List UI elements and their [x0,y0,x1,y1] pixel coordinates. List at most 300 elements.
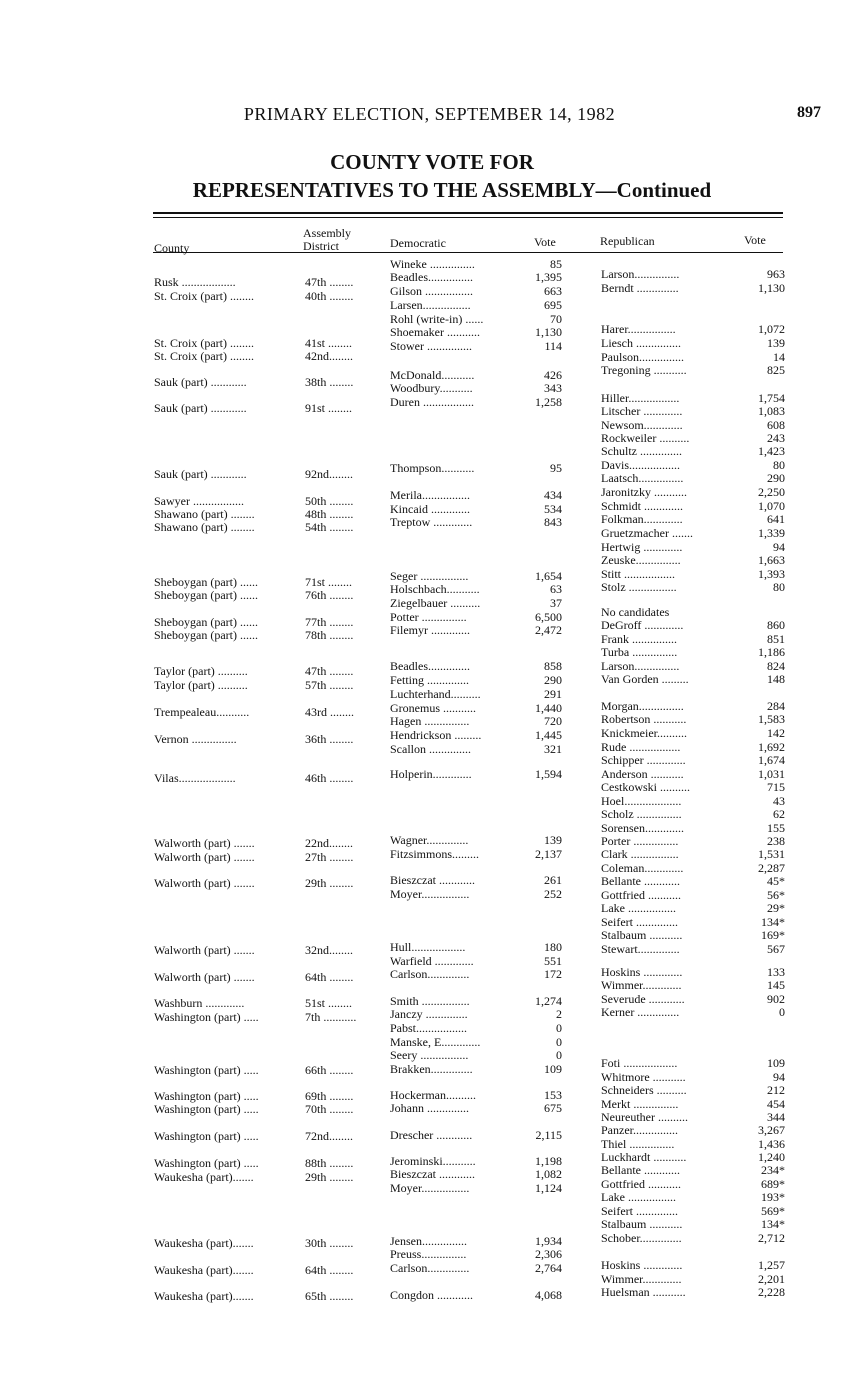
democratic-candidate: Merila................ [390,489,470,502]
column-header-district: Assembly District [303,226,351,253]
column-header-dem-vote: Vote [534,235,556,249]
republican-vote: 1,674 [758,754,785,767]
democratic-vote: 0 [556,1049,562,1062]
assembly-district: 22nd........ [305,837,353,850]
democratic-vote: 85 [550,258,562,271]
county-name: Washburn ............. [154,997,245,1010]
assembly-district: 72nd........ [305,1130,353,1143]
county-name: Sauk (part) ............ [154,376,247,389]
republican-vote: 454 [767,1098,785,1111]
republican-vote: 3,267 [758,1124,785,1137]
republican-candidate: Bellante ............ [601,1164,680,1177]
county-name: Waukesha (part)....... [154,1171,254,1184]
republican-vote: 689* [761,1178,785,1191]
republican-candidate: Davis................. [601,459,680,472]
republican-candidate: Litscher ............. [601,405,683,418]
republican-vote: 145 [767,979,785,992]
democratic-vote: 1,934 [535,1235,562,1248]
republican-vote: 1,531 [758,848,785,861]
assembly-district: 29th ........ [305,877,354,890]
table-title-line1: COUNTY VOTE FOR [330,150,534,174]
republican-candidate: Knickmeier.......... [601,727,687,740]
democratic-candidate: Warfield ............. [390,955,474,968]
republican-vote: 29* [767,902,785,915]
assembly-district: 43rd ........ [305,706,354,719]
democratic-candidate: Bieszczat ............ [390,874,475,887]
republican-candidate: Harer................ [601,323,676,336]
assembly-district: 29th ........ [305,1171,354,1184]
democratic-vote: 534 [544,503,562,516]
democratic-vote: 63 [550,583,562,596]
democratic-vote: 1,395 [535,271,562,284]
democratic-vote: 0 [556,1022,562,1035]
page-number: 897 [797,104,821,121]
republican-vote: 902 [767,993,785,1006]
democratic-candidate: Carlson.............. [390,1262,470,1275]
republican-candidate: Stalbaum ........... [601,929,683,942]
republican-candidate: Bellante ............ [601,875,680,888]
republican-vote: 169* [761,929,785,942]
democratic-candidate: Brakken.............. [390,1063,473,1076]
county-name: Washington (part) ..... [154,1103,259,1116]
republican-vote: 2,287 [758,862,785,875]
top-rule [153,212,783,214]
county-name: Washington (part) ..... [154,1064,259,1077]
democratic-candidate: Pabst................. [390,1022,468,1035]
republican-vote: 1,692 [758,741,785,754]
democratic-candidate: Jensen............... [390,1235,467,1248]
democratic-vote: 1,274 [535,995,562,1008]
header-rule [153,252,783,253]
republican-vote: 0 [779,1006,785,1019]
republican-vote: 569* [761,1205,785,1218]
county-name: Rusk .................. [154,276,236,289]
county-name: Shawano (part) ........ [154,521,255,534]
republican-vote: 134* [761,916,785,929]
democratic-vote: 114 [544,340,562,353]
republican-candidate: Severude ............ [601,993,685,1006]
republican-candidate: Hiller................. [601,392,680,405]
republican-candidate: Luckhardt ........... [601,1151,687,1164]
assembly-district: 47th ........ [305,276,354,289]
county-name: Waukesha (part)....... [154,1290,254,1303]
democratic-vote: 434 [544,489,562,502]
assembly-district: 38th ........ [305,376,354,389]
republican-vote: 2,201 [758,1273,785,1286]
republican-vote: 193* [761,1191,785,1204]
republican-candidate: Gottfried ........... [601,889,681,902]
republican-candidate: Neureuther .......... [601,1111,688,1124]
assembly-district: 48th ........ [305,508,354,521]
democratic-vote: 139 [544,834,562,847]
assembly-district: 47th ........ [305,665,354,678]
assembly-district: 32nd........ [305,944,353,957]
republican-candidate: Liesch ............... [601,337,681,350]
democratic-candidate: McDonald........... [390,369,475,382]
democratic-vote: 1,594 [535,768,562,781]
democratic-candidate: Seger ................ [390,570,469,583]
republican-candidate: Schultz .............. [601,445,682,458]
republican-vote: 94 [773,1071,785,1084]
democratic-candidate: Bieszczat ............ [390,1168,475,1181]
county-name: Walworth (part) ....... [154,837,255,850]
county-name: St. Croix (part) ........ [154,290,254,303]
democratic-candidate: Congdon ............ [390,1289,474,1302]
assembly-district: 91st ........ [305,402,353,415]
county-name: Sheboygan (part) ...... [154,576,258,589]
democratic-vote: 675 [544,1102,562,1115]
assembly-district: 70th ........ [305,1103,354,1116]
assembly-district: 50th ........ [305,495,354,508]
republican-vote: 14 [773,351,785,364]
republican-candidate: Paulson............... [601,351,685,364]
assembly-district: 51st ........ [305,997,353,1010]
republican-candidate: Berndt .............. [601,282,679,295]
republican-candidate: Hoel................... [601,795,682,808]
democratic-candidate: Duren ................. [390,396,474,409]
democratic-vote: 0 [556,1036,562,1049]
republican-candidate: Larson............... [601,268,680,281]
top-rule-thin [153,217,783,218]
republican-vote: 1,754 [758,392,785,405]
republican-vote: 1,240 [758,1151,785,1164]
republican-vote: 80 [773,459,785,472]
republican-vote: 139 [767,337,785,350]
democratic-candidate: Smith ................ [390,995,470,1008]
democratic-candidate: Hagen ............... [390,715,470,728]
republican-candidate: No candidates [601,606,670,619]
county-name: Vilas................... [154,772,236,785]
democratic-vote: 252 [544,888,562,901]
county-name: Shawano (part) ........ [154,508,255,521]
republican-candidate: Stitt ................. [601,568,676,581]
assembly-district: 69th ........ [305,1090,354,1103]
republican-candidate: Hoskins ............. [601,1259,683,1272]
republican-candidate: Lake ................ [601,1191,676,1204]
republican-vote: 155 [767,822,785,835]
democratic-candidate: Gronemus ........... [390,702,476,715]
assembly-district: 78th ........ [305,629,354,642]
democratic-vote: 153 [544,1089,562,1102]
republican-vote: 567 [767,943,785,956]
assembly-district: 7th ........... [305,1011,357,1024]
democratic-vote: 4,068 [535,1289,562,1302]
republican-candidate: Foti .................. [601,1057,678,1070]
democratic-candidate: Holperin............. [390,768,472,781]
assembly-district: 42nd........ [305,350,353,363]
democratic-vote: 426 [544,369,562,382]
democratic-candidate: Fetting .............. [390,674,470,687]
republican-candidate: Larson............... [601,660,680,673]
democratic-vote: 858 [544,660,562,673]
republican-vote: 1,031 [758,768,785,781]
republican-candidate: Folkman............. [601,513,683,526]
democratic-vote: 1,130 [535,326,562,339]
republican-vote: 2,228 [758,1286,785,1299]
republican-vote: 1,083 [758,405,785,418]
assembly-district: 77th ........ [305,616,354,629]
democratic-vote: 1,258 [535,396,562,409]
county-name: Taylor (part) .......... [154,665,248,678]
democratic-vote: 261 [544,874,562,887]
democratic-candidate: Treptow ............. [390,516,473,529]
democratic-vote: 663 [544,285,562,298]
democratic-vote: 1,440 [535,702,562,715]
republican-candidate: Panzer............... [601,1124,678,1137]
republican-candidate: Tregoning ........... [601,364,687,377]
running-title: PRIMARY ELECTION, SEPTEMBER 14, 1982 [243,104,616,124]
assembly-district: 36th ........ [305,733,354,746]
republican-vote: 94 [773,541,785,554]
republican-candidate: Seifert .............. [601,1205,678,1218]
democratic-candidate: Moyer................ [390,888,470,901]
republican-candidate: Gottfried ........... [601,1178,681,1191]
democratic-candidate: Preuss............... [390,1248,467,1261]
democratic-candidate: Carlson.............. [390,968,470,981]
county-name: St. Croix (part) ........ [154,350,254,363]
republican-candidate: Whitmore ........... [601,1071,686,1084]
republican-candidate: Cestkowski .......... [601,781,691,794]
republican-vote: 1,663 [758,554,785,567]
republican-vote: 80 [773,581,785,594]
democratic-vote: 1,654 [535,570,562,583]
republican-candidate: Sorensen............. [601,822,684,835]
democratic-vote: 843 [544,516,562,529]
democratic-candidate: Potter ............... [390,611,467,624]
democratic-candidate: Scallon .............. [390,743,471,756]
assembly-district: 64th ........ [305,971,354,984]
republican-vote: 109 [767,1057,785,1070]
republican-candidate: Frank ............... [601,633,677,646]
democratic-vote: 95 [550,462,562,475]
republican-candidate: Thiel ............... [601,1138,675,1151]
republican-vote: 2,250 [758,486,785,499]
county-name: Vernon ............... [154,733,237,746]
republican-vote: 284 [767,700,785,713]
republican-vote: 1,436 [758,1138,785,1151]
republican-vote: 1,583 [758,713,785,726]
democratic-candidate: Drescher ............ [390,1129,473,1142]
republican-vote: 1,393 [758,568,785,581]
assembly-district: 76th ........ [305,589,354,602]
democratic-vote: 180 [544,941,562,954]
democratic-candidate: Gilson ................ [390,285,474,298]
republican-candidate: Rude ................. [601,741,681,754]
republican-candidate: Jaronitzky ........... [601,486,687,499]
democratic-vote: 1,082 [535,1168,562,1181]
republican-vote: 1,130 [758,282,785,295]
democratic-vote: 720 [544,715,562,728]
column-header-republican: Republican [600,234,655,248]
democratic-candidate: Moyer................ [390,1182,470,1195]
republican-candidate: Van Gorden ......... [601,673,689,686]
republican-vote: 243 [767,432,785,445]
assembly-district: 64th ........ [305,1264,354,1277]
republican-vote: 344 [767,1111,785,1124]
democratic-vote: 2 [556,1008,562,1021]
democratic-candidate: Wagner.............. [390,834,469,847]
republican-vote: 56* [767,889,785,902]
democratic-candidate: Luchterhand.......... [390,688,481,701]
democratic-candidate: Fitzsimmons......... [390,848,480,861]
republican-candidate: Clark ................ [601,848,679,861]
democratic-vote: 2,306 [535,1248,562,1261]
republican-candidate: Hoskins ............. [601,966,683,979]
democratic-vote: 109 [544,1063,562,1076]
democratic-vote: 70 [550,313,562,326]
county-name: Sheboygan (part) ...... [154,629,258,642]
county-name: Trempealeau........... [154,706,250,719]
republican-vote: 1,186 [758,646,785,659]
republican-candidate: Hertwig ............. [601,541,683,554]
republican-vote: 62 [773,808,785,821]
republican-vote: 133 [767,966,785,979]
assembly-district: 46th ........ [305,772,354,785]
democratic-candidate: Hull.................. [390,941,466,954]
democratic-candidate: Jerominski........... [390,1155,476,1168]
county-name: Washington (part) ..... [154,1090,259,1103]
assembly-district: 27th ........ [305,851,354,864]
republican-vote: 45* [767,875,785,888]
republican-candidate: Schneiders .......... [601,1084,687,1097]
republican-candidate: Rockweiler .......... [601,432,690,445]
democratic-candidate: Thompson........... [390,462,475,475]
republican-vote: 43 [773,795,785,808]
democratic-candidate: Beadles.............. [390,660,470,673]
republican-vote: 641 [767,513,785,526]
republican-candidate: Stalbaum ........... [601,1218,683,1231]
assembly-district: 57th ........ [305,679,354,692]
column-header-rep-vote: Vote [744,233,766,247]
republican-candidate: Stolz ................ [601,581,677,594]
democratic-candidate: Woodbury........... [390,382,473,395]
democratic-vote: 551 [544,955,562,968]
county-name: Taylor (part) .......... [154,679,248,692]
republican-candidate: Porter ............... [601,835,679,848]
assembly-district: 40th ........ [305,290,354,303]
assembly-district: 41st ........ [305,337,353,350]
republican-vote: 2,712 [758,1232,785,1245]
county-name: Washington (part) ..... [154,1011,259,1024]
assembly-district: 30th ........ [305,1237,354,1250]
county-name: Waukesha (part)....... [154,1237,254,1250]
republican-vote: 1,072 [758,323,785,336]
county-name: Washington (part) ..... [154,1130,259,1143]
assembly-district: 54th ........ [305,521,354,534]
assembly-district: 66th ........ [305,1064,354,1077]
republican-vote: 1,257 [758,1259,785,1272]
democratic-candidate: Filemyr ............. [390,624,470,637]
republican-candidate: Schober.............. [601,1232,682,1245]
republican-candidate: Anderson ........... [601,768,684,781]
democratic-vote: 2,472 [535,624,562,637]
table-title-line2: REPRESENTATIVES TO THE ASSEMBLY—Continued [192,178,712,202]
democratic-candidate: Seery ................ [390,1049,469,1062]
republican-vote: 1,070 [758,500,785,513]
county-name: Walworth (part) ....... [154,877,255,890]
republican-candidate: DeGroff ............. [601,619,684,632]
democratic-candidate: Wineke ............... [390,258,475,271]
democratic-vote: 37 [550,597,562,610]
column-header-democratic: Democratic [390,236,446,250]
republican-vote: 290 [767,472,785,485]
democratic-candidate: Hockerman.......... [390,1089,476,1102]
republican-candidate: Wimmer............. [601,1273,682,1286]
republican-candidate: Wimmer............. [601,979,682,992]
column-header-county: County [154,241,190,255]
assembly-district: 71st ........ [305,576,353,589]
republican-vote: 1,339 [758,527,785,540]
republican-candidate: Morgan............... [601,700,684,713]
democratic-vote: 2,137 [535,848,562,861]
republican-vote: 1,423 [758,445,785,458]
county-name: Walworth (part) ....... [154,971,255,984]
democratic-vote: 1,124 [535,1182,562,1195]
democratic-vote: 343 [544,382,562,395]
republican-candidate: Laatsch............... [601,472,684,485]
democratic-candidate: Shoemaker ........... [390,326,480,339]
county-name: Sheboygan (part) ...... [154,589,258,602]
republican-candidate: Huelsman ........... [601,1286,686,1299]
republican-candidate: Stewart.............. [601,943,680,956]
democratic-candidate: Holschbach........... [390,583,480,596]
democratic-candidate: Larsen................ [390,299,471,312]
county-name: Sauk (part) ............ [154,468,247,481]
democratic-vote: 291 [544,688,562,701]
county-name: Sheboygan (part) ...... [154,616,258,629]
republican-vote: 212 [767,1084,785,1097]
republican-candidate: Merkt ............... [601,1098,679,1111]
county-name: Sauk (part) ............ [154,402,247,415]
county-name: Walworth (part) ....... [154,944,255,957]
republican-candidate: Schipper ............. [601,754,686,767]
republican-candidate: Schmidt ............. [601,500,684,513]
republican-vote: 825 [767,364,785,377]
republican-vote: 238 [767,835,785,848]
democratic-candidate: Hendrickson ......... [390,729,482,742]
republican-vote: 142 [767,727,785,740]
county-name: Sawyer ................. [154,495,244,508]
assembly-district: 65th ........ [305,1290,354,1303]
republican-candidate: Seifert .............. [601,916,678,929]
republican-vote: 715 [767,781,785,794]
democratic-vote: 172 [544,968,562,981]
democratic-vote: 290 [544,674,562,687]
assembly-district: 92nd........ [305,468,353,481]
democratic-candidate: Ziegelbauer .......... [390,597,481,610]
republican-candidate: Scholz ............... [601,808,682,821]
republican-candidate: Robertson ........... [601,713,687,726]
republican-candidate: Newsom............. [601,419,683,432]
democratic-vote: 1,445 [535,729,562,742]
democratic-vote: 695 [544,299,562,312]
county-name: Waukesha (part)....... [154,1264,254,1277]
democratic-candidate: Janczy .............. [390,1008,468,1021]
republican-candidate: Zeuske............... [601,554,681,567]
democratic-candidate: Kincaid ............. [390,503,470,516]
republican-candidate: Gruetzmacher ....... [601,527,693,540]
democratic-candidate: Manske, E............. [390,1036,481,1049]
democratic-candidate: Beadles............... [390,271,473,284]
democratic-vote: 6,500 [535,611,562,624]
republican-candidate: Coleman............. [601,862,684,875]
democratic-vote: 1,198 [535,1155,562,1168]
republican-candidate: Lake ................ [601,902,676,915]
republican-vote: 134* [761,1218,785,1231]
assembly-district: 88th ........ [305,1157,354,1170]
republican-candidate: Kerner .............. [601,1006,680,1019]
republican-vote: 148 [767,673,785,686]
